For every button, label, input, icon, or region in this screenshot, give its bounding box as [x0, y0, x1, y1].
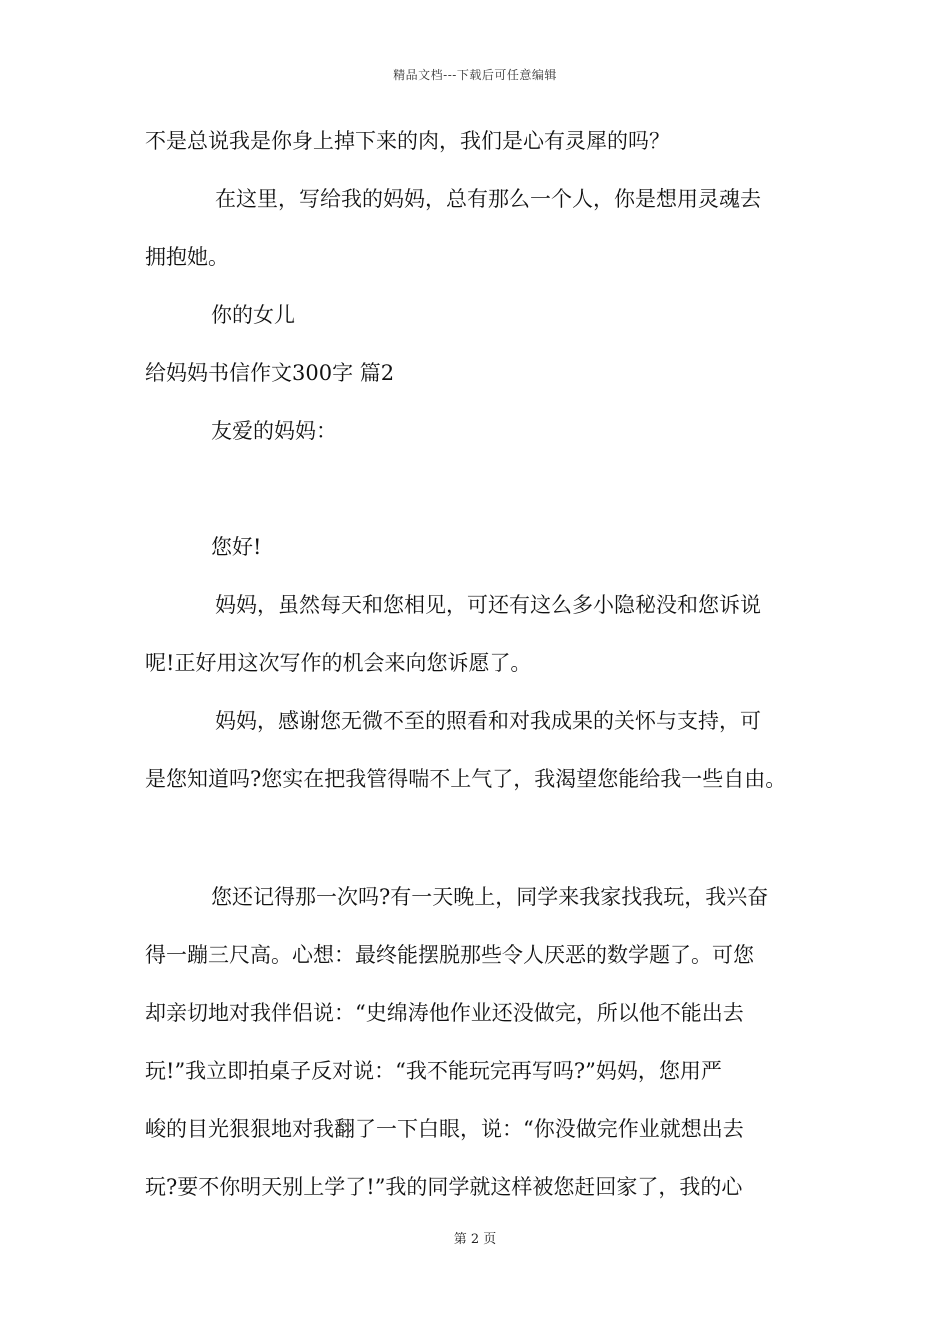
section-title: 给妈妈书信作文300字 篇2 — [145, 361, 395, 385]
paragraph-line: 您还记得那一次吗?有一天晚上，同学来我家找我玩，我兴奋 — [211, 885, 769, 909]
signature-line: 你的女儿 — [211, 303, 295, 327]
paragraph-line: 峻的目光狠狠地对我翻了一下白眼，说：“你没做完作业就想出去 — [145, 1117, 744, 1141]
paragraph-line: 拥抱她。 — [145, 245, 229, 269]
salutation: 友爱的妈妈： — [211, 419, 337, 443]
greeting: 您好! — [211, 535, 262, 559]
page-number: 第 2 页 — [453, 1232, 497, 1247]
paragraph-line: 呢!正好用这次写作的机会来向您诉愿了。 — [145, 651, 532, 675]
paragraph-line: 在这里，写给我的妈妈，总有那么一个人，你是想用灵魂去 — [215, 187, 761, 211]
page-header: 精品文档---下载后可任意编辑 — [393, 68, 557, 82]
paragraph-line: 却亲切地对我伴侣说：“史绵涛他作业还没做完，所以他不能出去 — [145, 1001, 744, 1025]
paragraph-line: 是您知道吗?您实在把我管得喘不上气了，我渴望您能给我一些自由。 — [145, 767, 787, 791]
paragraph-line: 玩!”我立即拍桌子反对说：“我不能玩完再写吗?”妈妈，您用严 — [145, 1059, 722, 1083]
paragraph-line: 玩?要不你明天别上学了!”我的同学就这样被您赶回家了，我的心 — [145, 1175, 743, 1199]
document-body — [145, 129, 825, 1233]
paragraph-line: 妈妈，感谢您无微不至的照看和对我成果的关怀与支持，可 — [215, 709, 761, 733]
paragraph-line: 不是总说我是你身上掉下来的肉，我们是心有灵犀的吗？ — [145, 129, 670, 153]
paragraph-line: 得一蹦三尺高。心想：最终能摆脱那些令人厌恶的数学题了。可您 — [145, 943, 754, 967]
paragraph-line: 妈妈，虽然每天和您相见，可还有这么多小隐秘没和您诉说 — [215, 593, 761, 617]
